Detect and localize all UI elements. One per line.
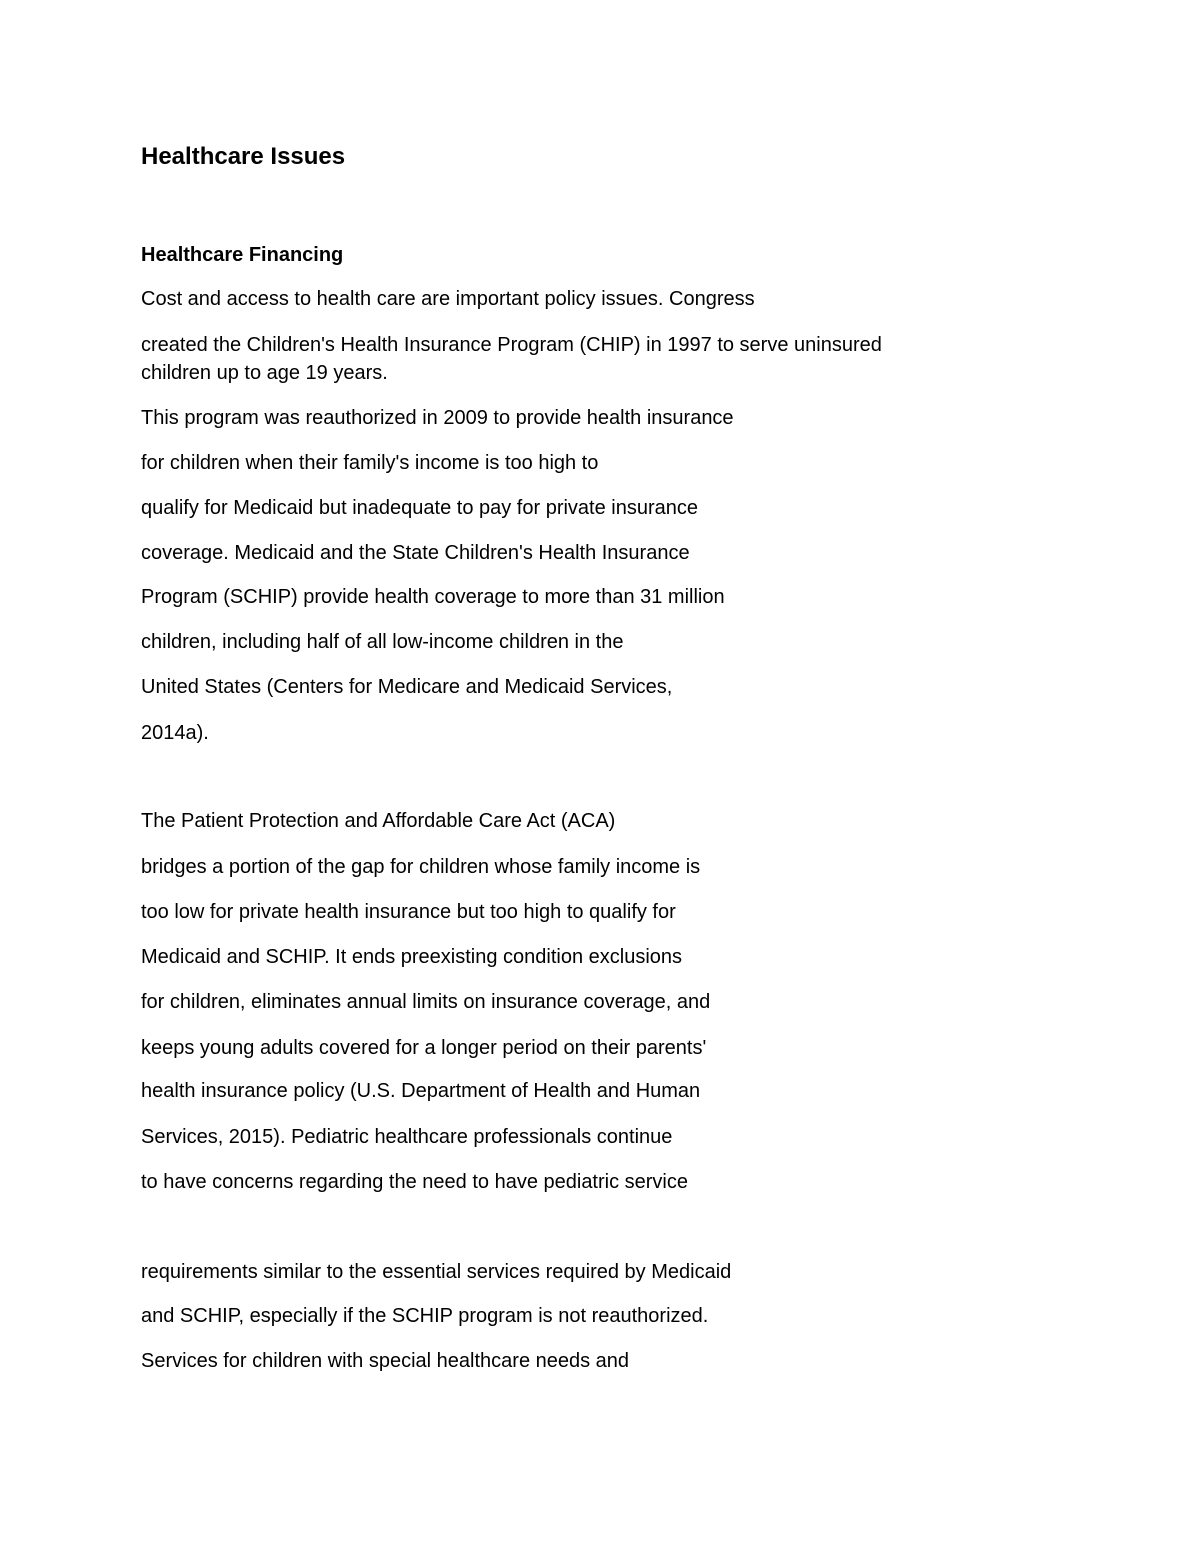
section-heading: Healthcare Financing: [141, 244, 344, 266]
text-line: children up to age 19 years.: [141, 362, 388, 384]
text-line: qualify for Medicaid but inadequate to pay for private insurance: [141, 497, 699, 519]
text-line: 2014a).: [141, 722, 209, 744]
text-line: and SCHIP, especially if the SCHIP program is not reauthorized.: [141, 1305, 709, 1327]
text-line: requirements similar to the essential services required by Medicaid: [141, 1261, 732, 1283]
text-line: The Patient Protection and Affordable Care Act (ACA): [141, 810, 616, 832]
text-line: to have concerns regarding the need to have pediatric service: [141, 1171, 689, 1193]
text-line: United States (Centers for Medicare and Medicaid Services,: [141, 676, 673, 698]
text-line: Medicaid and SCHIP. It ends preexisting condition exclusions: [141, 946, 683, 968]
text-line: This program was reauthorized in 2009 to provide health insurance: [141, 407, 734, 429]
text-line: Services, 2015). Pediatric healthcare professionals continue: [141, 1126, 673, 1148]
text-line: for children, eliminates annual limits on insurance coverage, and: [141, 991, 711, 1013]
text-line: coverage. Medicaid and the State Children's Health Insurance: [141, 542, 690, 564]
page-title: Healthcare Issues: [141, 143, 346, 170]
text-line: keeps young adults covered for a longer period on their parents': [141, 1037, 707, 1059]
text-line: children, including half of all low-income children in the: [141, 631, 624, 653]
text-line: Program (SCHIP) provide health coverage to more than 31 million: [141, 586, 725, 608]
text-line: health insurance policy (U.S. Department of Health and Human: [141, 1080, 701, 1102]
text-line: Services for children with special healthcare needs and: [141, 1350, 630, 1372]
text-line: too low for private health insurance but too high to qualify for: [141, 901, 676, 923]
text-line: Cost and access to health care are important policy issues. Congress: [141, 288, 755, 310]
text-line: bridges a portion of the gap for children whose family income is: [141, 856, 701, 878]
text-line: created the Children's Health Insurance Program (CHIP) in 1997 to serve uninsured: [141, 334, 882, 356]
text-line: for children when their family's income is too high to: [141, 452, 599, 474]
